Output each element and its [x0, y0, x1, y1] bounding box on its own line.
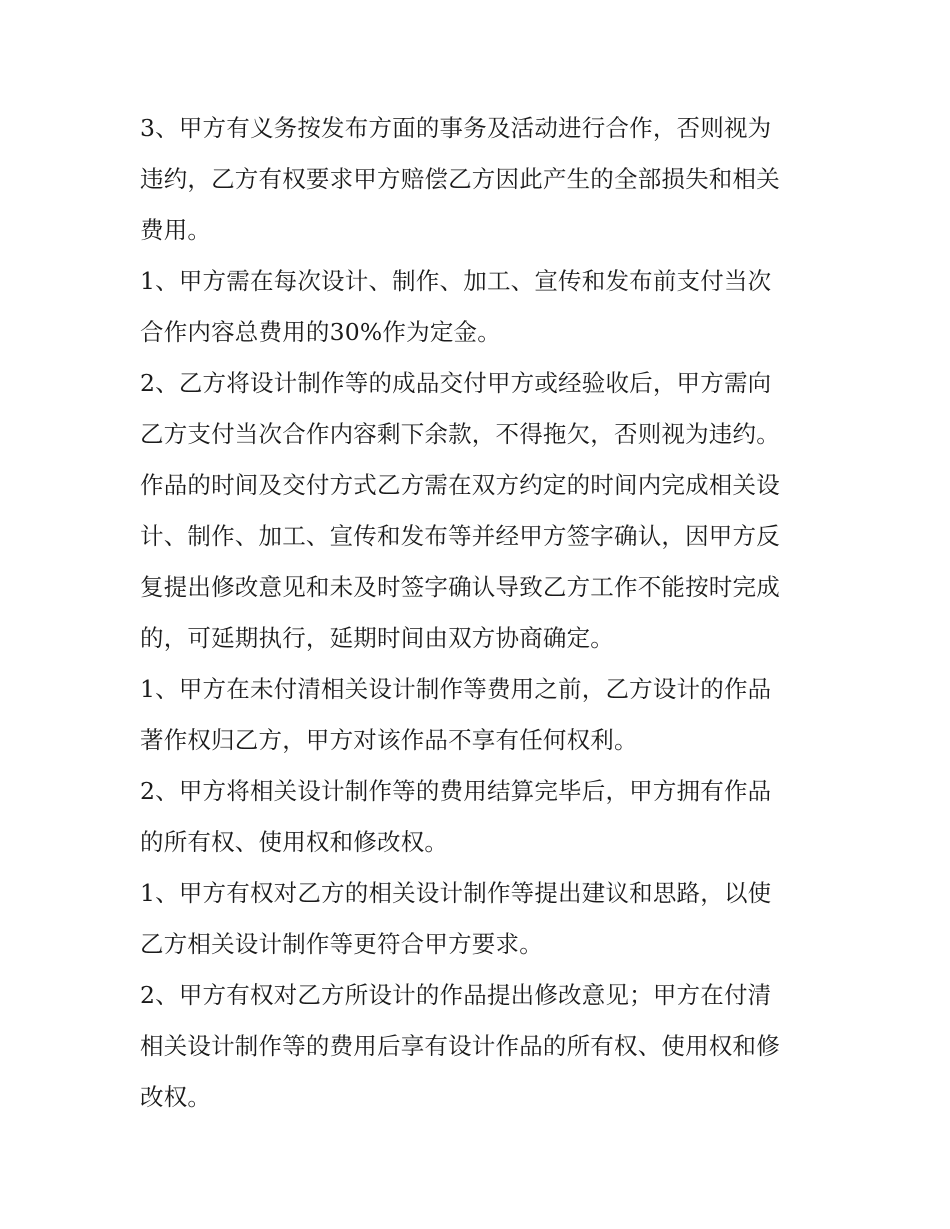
document-body	[140, 103, 820, 1123]
clause-paragraph: 1、甲方有权对乙方的相关设计制作等提出建议和思路，以使 乙方相关设计制作等更符合甲方要求。	[140, 879, 772, 958]
clause-paragraph: 3、甲方有义务按发布方面的事务及活动进行合作，否则视为 违约，乙方有权要求甲方赔偿乙方因此产生的全部损失和相关 费用。	[140, 114, 780, 244]
clause-paragraph: 2、甲方有权对乙方所设计的作品提出修改意见；甲方在付清 相关设计制作等的费用后享有设计作品的所有权、使用权和修 改权。	[140, 981, 780, 1111]
clause-paragraph: 2、甲方将相关设计制作等的费用结算完毕后，甲方拥有作品 的所有权、使用权和修改权。	[140, 777, 772, 856]
clause-paragraph: 2、乙方将设计制作等的成品交付甲方或经验收后，甲方需向 乙方支付当次合作内容剩下余款，不得拖欠，否则视为违约。 作品的时间及交付方式乙方需在双方约定的时间内完成相关设 计、制作、加工、宣传和发布等并经甲方签字确认，因甲方反 复提出修改意见和未及时签字确认导致乙方工作不能按时完成 的，可延期执行，延期时间由双方协商确定。	[140, 369, 780, 652]
clause-paragraph: 1、甲方在未付清相关设计制作等费用之前，乙方设计的作品 著作权归乙方，甲方对该作品不享有任何权利。	[140, 675, 772, 754]
clause-paragraph: 1、甲方需在每次设计、制作、加工、宣传和发布前支付当次 合作内容总费用的30%作为定金。	[140, 267, 772, 346]
